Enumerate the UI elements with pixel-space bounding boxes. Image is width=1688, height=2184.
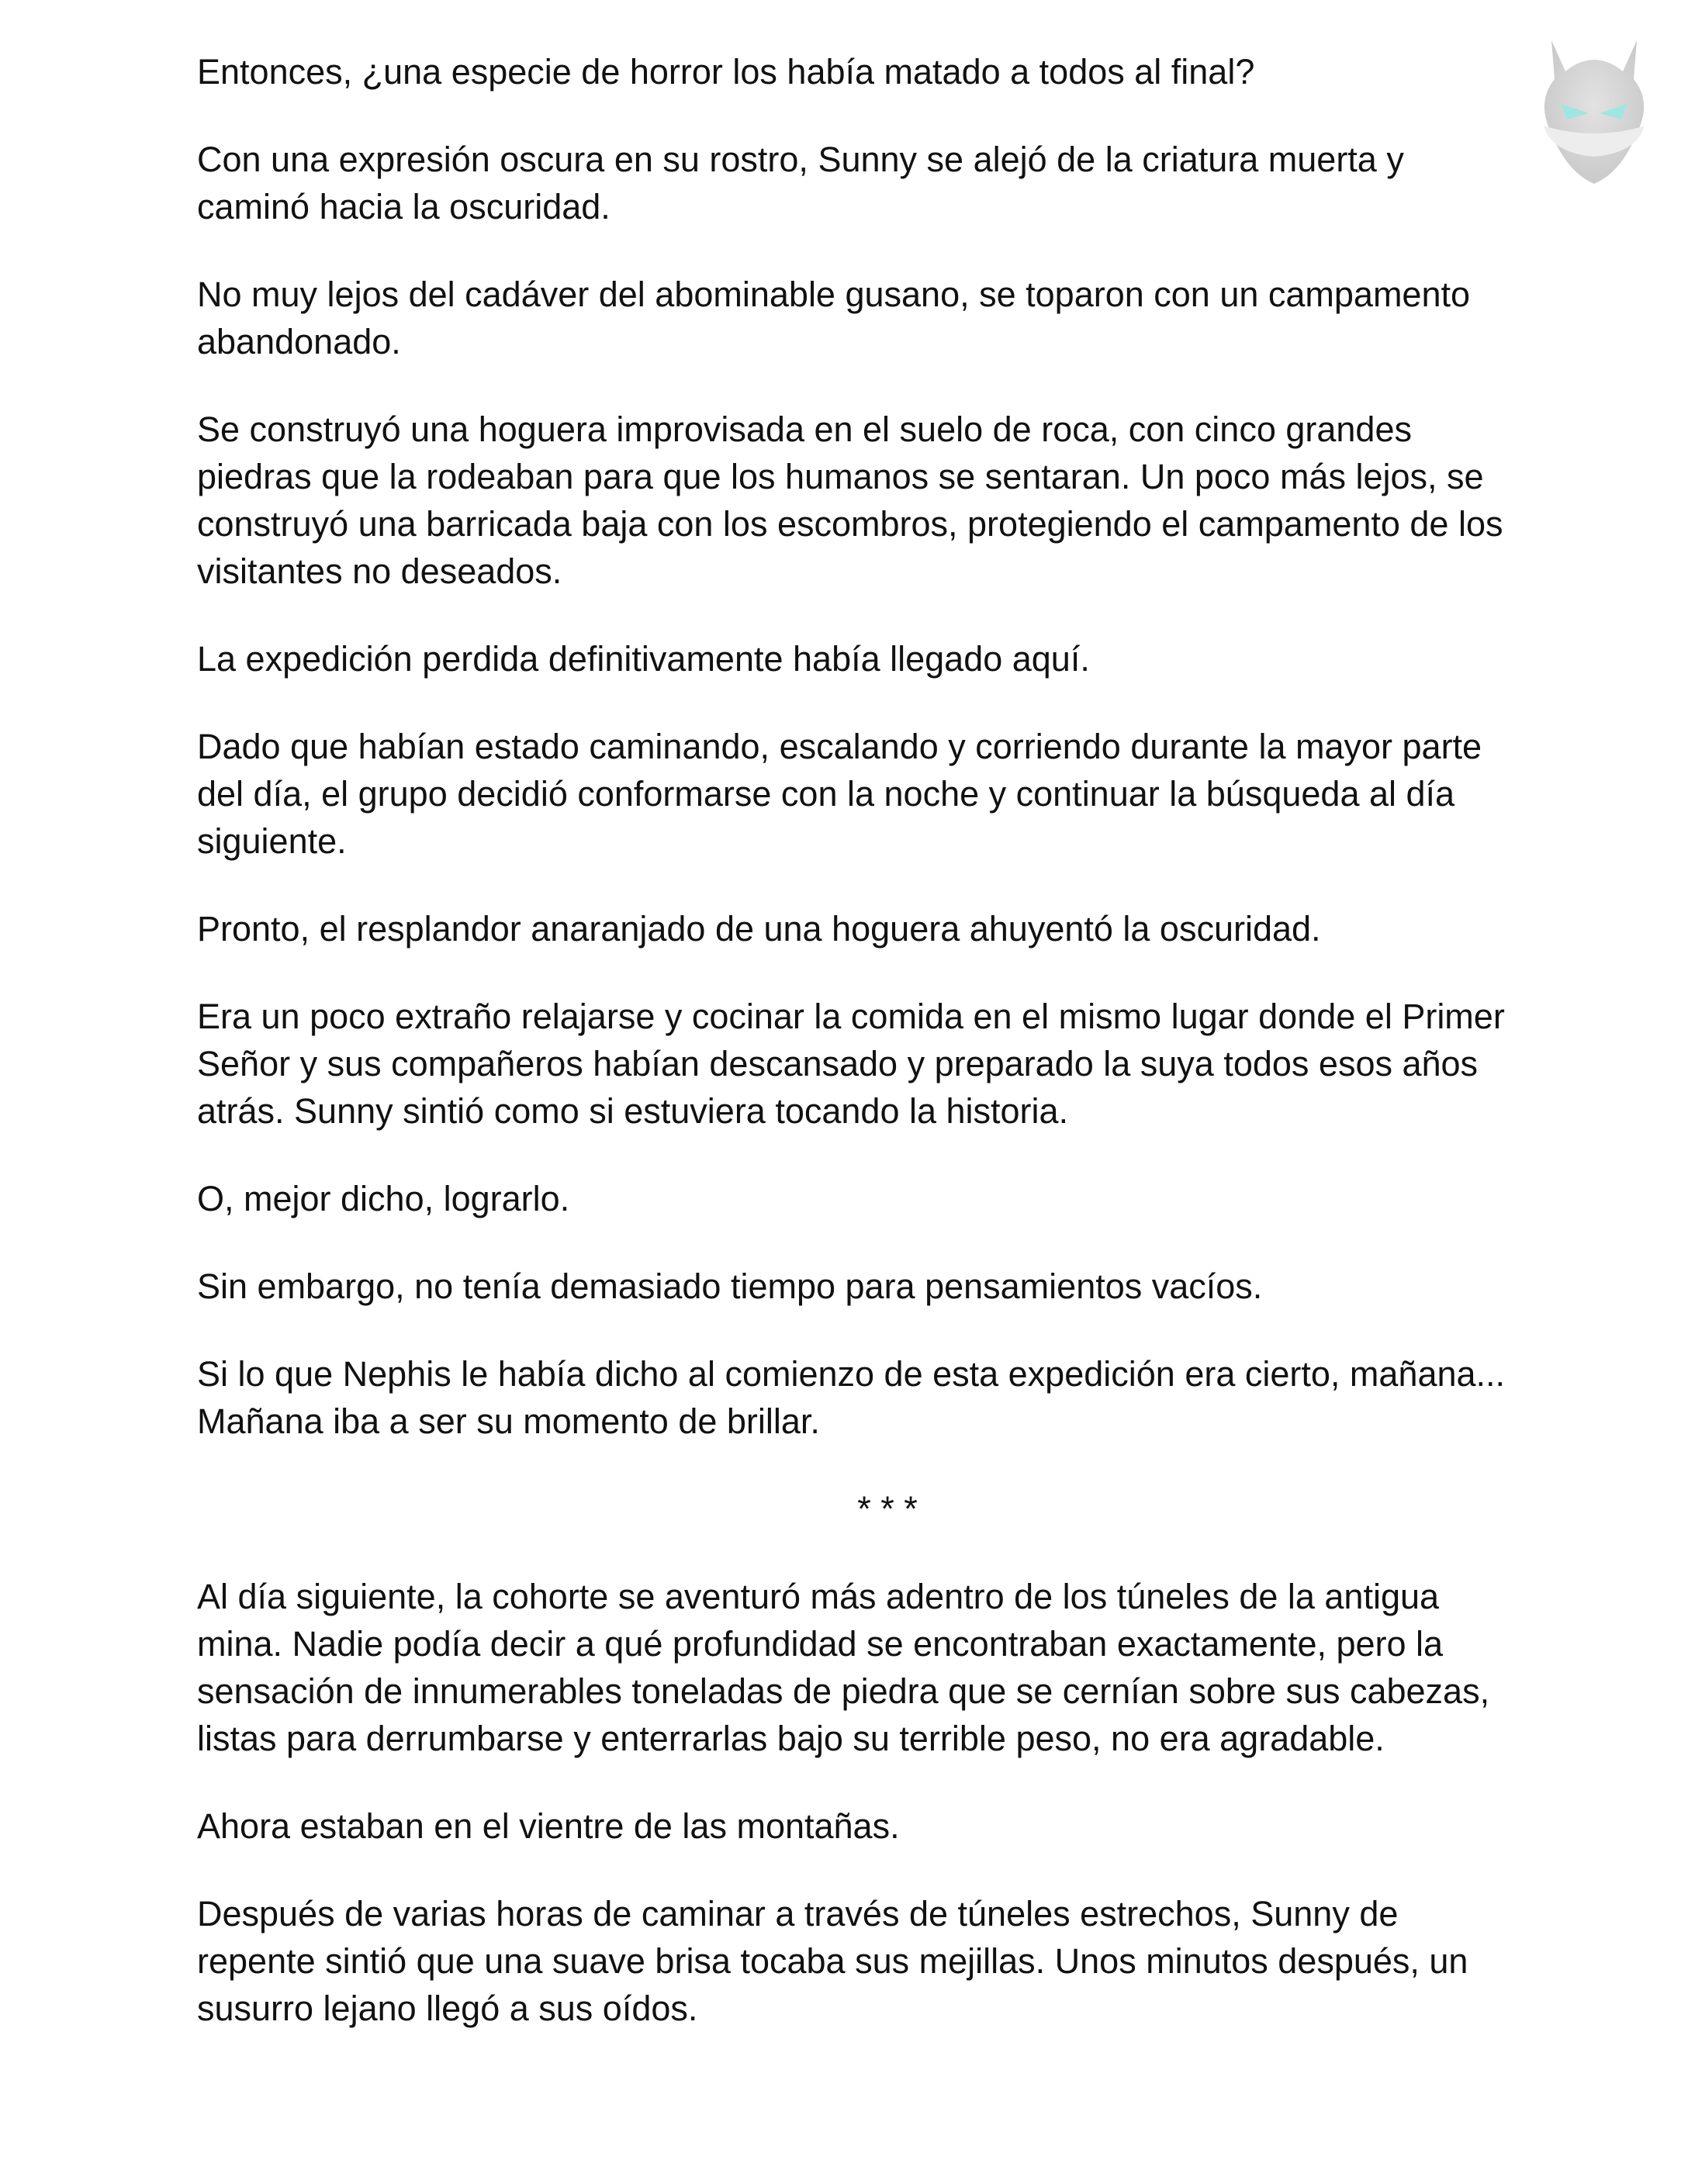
scene-break-divider: * * * xyxy=(857,1489,918,1529)
paragraph: Dado que habían estado caminando, escalando y corriendo durante la mayor parte del día, el grupo decidió conformarse con la noche y continuar la búsqueda al día siguiente. xyxy=(197,727,1482,861)
paragraph: La expedición perdida definitivamente había llegado aquí. xyxy=(197,639,1090,679)
chapter-text xyxy=(197,48,1516,2072)
paragraph: Con una expresión oscura en su rostro, Sunny se alejó de la criatura muerta y caminó hacia la oscuridad. xyxy=(197,140,1404,226)
paragraph: Al día siguiente, la cohorte se aventuró más adentro de los túneles de la antigua mina. Nadie podía decir a qué profundidad se encontraban exactamente, pero la sensación de innumerables toneladas de piedra que se cernían sobre sus cabezas, listas para derrumbarse y enterrarlas bajo su terrible peso, no era agradable. xyxy=(197,1577,1490,1758)
paragraph: Sin embargo, no tenía demasiado tiempo para pensamientos vacíos. xyxy=(197,1267,1263,1306)
paragraph: Si lo que Nephis le había dicho al comienzo de esta expedición era cierto, mañana... Mañana iba a ser su momento de brillar. xyxy=(197,1354,1506,1441)
paragraph: Pronto, el resplandor anaranjado de una hoguera ahuyentó la oscuridad. xyxy=(197,909,1321,949)
paragraph: O, mejor dicho, lograrlo. xyxy=(197,1179,570,1218)
demon-mask-logo-icon xyxy=(1520,17,1668,188)
paragraph: Ahora estaban en el vientre de las montañas. xyxy=(197,1806,900,1846)
paragraph: Era un poco extraño relajarse y cocinar la comida en el mismo lugar donde el Primer Señor y sus compañeros habían descansado y preparado la suya todos esos años atrás. Sunny sintió como si estuviera tocando la historia. xyxy=(197,997,1505,1131)
paragraph: No muy lejos del cadáver del abominable gusano, se toparon con un campamento abandonado. xyxy=(197,275,1471,361)
paragraph: Se construyó una hoguera improvisada en el suelo de roca, con cinco grandes piedras que la rodeaban para que los humanos se sentaran. Un poco más lejos, se construyó una barricada baja con los escombros, protegiendo el campamento de los visitantes no deseados. xyxy=(197,410,1503,591)
paragraph: Entonces, ¿una especie de horror los había matado a todos al final? xyxy=(197,52,1255,92)
paragraph: Después de varias horas de caminar a través de túneles estrechos, Sunny de repente sintió que una suave brisa tocaba sus mejillas. Unos minutos después, un susurro lejano llegó a sus oídos. xyxy=(197,1894,1468,2028)
